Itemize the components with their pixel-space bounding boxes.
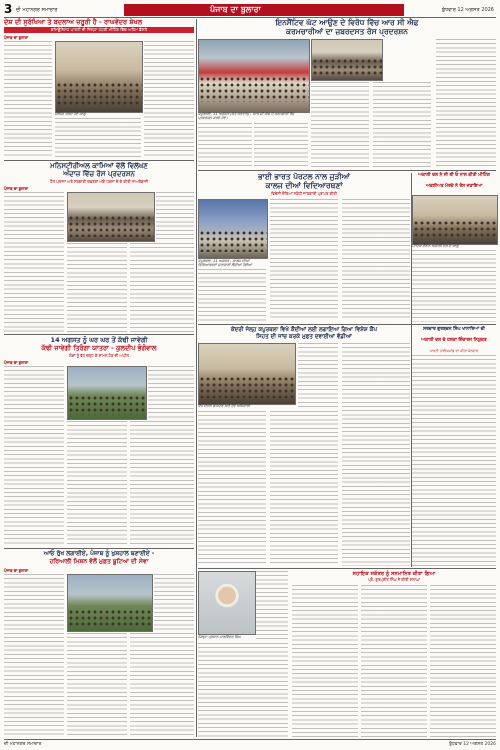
article-9 xyxy=(4,551,194,737)
article-9-byline: ਪੰਜਾਬ ਦਾ ਬੁਲਾਰਾ xyxy=(4,568,29,573)
masthead xyxy=(4,4,496,16)
article-1 xyxy=(4,19,194,159)
article-11-body-col3 xyxy=(430,585,496,737)
footer xyxy=(4,741,496,749)
article-1-caption: ਸੰਬੋਧਨ ਕਰਦੇ ਹੋਏ ਆਗੂ xyxy=(55,112,86,116)
article-3-headline-2: ਅੰਦਾਜ਼ ਵਿੱਚ ਰੋਸ ਪ੍ਰਦਰਸ਼ਨ xyxy=(63,170,135,178)
article-5 xyxy=(412,173,496,323)
article-11-subhead: ਪ੍ਰੋ. ਗੁਰਪ੍ਰੀਤ ਸਿੰਘ ਨੇ ਕੀਤੀ ਸ਼ਲਾਘਾ xyxy=(368,577,420,582)
article-9-headline: ਆਓ ਰੁੱਖ ਲਗਾਈਏ, ਪੰਜਾਬ ਨੂੰ ਖੁਸ਼ਹਾਲ ਬਣਾਈਏ - xyxy=(43,550,155,557)
article-2-body-col2 xyxy=(254,123,308,167)
article-7-body-col3 xyxy=(298,343,338,407)
article-11-body-col2 xyxy=(361,585,427,737)
article-1-byline: ਪੰਜਾਬ ਦਾ ਬੁਲਾਰਾ xyxy=(4,35,29,40)
article-1-body-col2 xyxy=(55,118,141,157)
page-number: 3 xyxy=(4,2,13,16)
article-2-photo xyxy=(198,39,310,113)
article-2-body-col4 xyxy=(373,82,431,167)
article-6-byline: ਪੰਜਾਬ ਦਾ ਬੁਲਾਰਾ xyxy=(4,360,29,365)
article-2-headline-2: ਕਰਮਚਾਰੀਆਂ ਦਾ ਜ਼ਬਰਦਸਤ ਰੋਸ ਪ੍ਰਦਰਸ਼ਨ xyxy=(286,27,408,36)
footer-right: ਬੁੱਧਵਾਰ 12 ਅਗਸਤ 2026 xyxy=(449,742,496,747)
article-2-caption: ਕਪੂਰਥਲਾ, 11 ਅਗਸਤ (ਸੱਤ ਕਰਤਾਰ) : ਆਰ ਸੀ ਐਫ ਦੇ ਕਰਮਚਾਰੀ ਰੋਸ ਪ੍ਰਦਰਸ਼ਨ ਕਰਦੇ ਹੋਏ। xyxy=(198,112,295,121)
article-2-body-col3 xyxy=(311,82,369,167)
article-1-body-col3 xyxy=(144,41,194,157)
article-3-body-col4 xyxy=(156,192,194,240)
article-6 xyxy=(4,337,194,547)
article-10-caption: ਜ਼ਿਲ੍ਹਾ ਪ੍ਰਧਾਨ ਮਾਲਵਿੰਦਰ ਸਿੰਘ xyxy=(198,635,241,639)
article-4-photo xyxy=(198,199,268,259)
footer-left: ਦੀ ਮਹਾਨਗਰ ਸਮਾਚਾਰ xyxy=(4,742,42,747)
article-3-headline: ਮਨਿਸਟੀਰੀਅਲ ਕਾਮਿਆਂ ਵੱਲੋਂ ਵਿਲੱਖਣ xyxy=(50,162,148,170)
article-9-body-col4 xyxy=(154,574,194,630)
article-3-byline: ਪੰਜਾਬ ਦਾ ਬੁਲਾਰਾ xyxy=(4,186,29,191)
article-3-body-col2 xyxy=(67,243,127,332)
article-6-body-col3 xyxy=(130,421,194,546)
article-10-portrait xyxy=(198,571,256,635)
article-4-caption: ਕਪੂਰਥਲਾ, 11 ਅਗਸਤ : ਕਾਲਜ ਦੀਆਂ ਵਿਦਿਆਰਥਣਾਂ ਜਾਣਕਾਰੀ ਲੈਂਦੀਆਂ ਹੋਈਆਂ xyxy=(198,259,252,268)
article-9-body-col3 xyxy=(130,633,194,736)
article-8-headline: ਸਰਦਾਰ ਗੁਰਬਚਨ ਸਿੰਘ ਖਾਨਾਰਿਆਂ ਦੀ xyxy=(423,327,485,332)
article-3-body-col3 xyxy=(130,243,194,332)
article-2-body-col5 xyxy=(436,39,496,167)
article-1-photo xyxy=(55,41,143,113)
article-5-body xyxy=(412,250,496,322)
masthead-banner xyxy=(124,4,404,16)
article-6-subhead: ਲੋਕਾਂ ਨੂੰ ਵੱਧ ਚੜ੍ਹ ਕੇ ਸ਼ਾਮਲ ਹੋਣ ਦੀ ਅਪੀਲ xyxy=(69,353,129,358)
article-10-body-col2 xyxy=(198,643,288,737)
article-11 xyxy=(292,571,496,737)
article-11-headline: ਸਹਾਇਕ ਸਕੱਤਰ ਨੂੰ ਸਨਮਾਨਿਤ ਕੀਤਾ ਗਿਆ xyxy=(352,571,436,577)
article-1-subhead: ਕਮਿਊਨਿਸਟ ਪਾਰਟੀ ਦੀ ਜ਼ਿਲ੍ਹਾ ਪੱਧਰੀ ਮੀਟਿੰਗ ਵਿੱਚ ਅਹਿਮ ਫ਼ੈਸਲੇ xyxy=(4,27,194,33)
article-3-photo xyxy=(67,192,155,242)
article-2-body-col1 xyxy=(198,123,252,167)
article-10-body-col1 xyxy=(256,571,288,641)
masthead-left-label: ਦੀ ਮਹਾਨਗਰ ਸਮਾਚਾਰ xyxy=(16,7,58,13)
article-4-body-col1 xyxy=(198,269,266,321)
article-9-photo xyxy=(67,574,153,632)
article-5-photo xyxy=(412,195,498,245)
article-9-headline-2: ਹਰਿਆਲੀ ਮਿਸ਼ਨ ਵੱਲੋਂ ਮੁਫ਼ਤ ਬੂਟਿਆਂ ਦੀ ਸੇਵਾ xyxy=(49,558,149,565)
article-6-body-col2 xyxy=(67,421,127,546)
article-8-body xyxy=(412,355,496,566)
article-7 xyxy=(198,327,410,567)
article-7-caption: ਕੈਂਪ ਦੌਰਾਨ ਡਾਕਟਰ ਅਤੇ ਹੋਰ ਅਧਿਕਾਰੀ xyxy=(198,404,250,408)
article-3-subhead: ਟੌਲ ਪਲਾਜ਼ਾ ਅਤੇ ਸਰਕਾਰੀ ਦਫ਼ਤਰਾਂ ਅੱਗੇ ਧਰਨਾ ਦੇ ਕੇ ਕੀਤੀ ਨਾਅਰੇਬਾਜ਼ੀ xyxy=(49,179,149,184)
article-7-body-col4 xyxy=(342,343,410,566)
article-6-headline: 14 ਅਗਸਤ ਨੂੰ ਘਰ ਘਰ ਤੋਂ ਕੱਢੀ ਜਾਵੇਗੀ xyxy=(50,336,148,344)
article-1-body-col1 xyxy=(4,41,52,157)
article-8 xyxy=(412,327,496,567)
article-4-subhead: ਵਿਦੇਸ਼ੀ ਦੌਰਿਆਂ ਸਬੰਧੀ ਜਾਣਕਾਰੀ ਪ੍ਰਾਪਤ ਕੀਤੀ xyxy=(271,191,337,196)
article-7-body-col1 xyxy=(198,411,266,566)
article-6-body-col4 xyxy=(148,366,194,418)
article-4-headline-2: ਕਾਲਜ ਦੀਆਂ ਵਿਦਿਆਰਥਣਾਂ xyxy=(265,181,343,190)
article-8-subhead: ਪਾਰਟੀ ਹਾਈਕਮਾਂਡ ਦਾ ਕੀਤਾ ਧੰਨਵਾਦ xyxy=(429,349,479,353)
article-2 xyxy=(198,19,496,169)
article-2-headline: ਇਨਸੈਂਟਿਵ ਘੱਟ ਆਉਣ ਦੇ ਵਿਰੋਧ ਵਿੱਚ ਆਰ ਸੀ ਐਫ xyxy=(275,18,419,27)
article-9-body-col1 xyxy=(4,574,64,736)
article-10 xyxy=(198,571,288,737)
article-6-headline-2: ਕੱਢੀ ਜਾਵੇਗੀ ਤਿਰੰਗਾ ਯਾਤਰਾ - ਕੁਲਦੀਪ ਭੰਗੋਵਾਲ xyxy=(41,344,157,352)
article-7-photo xyxy=(198,343,296,405)
article-9-body-col2 xyxy=(67,633,127,736)
article-4-headline: ਭਾਈ ਭਾਰਤ ਪੋਰਟਲ ਨਾਲ ਜੁੜੀਆਂ xyxy=(258,172,350,181)
article-6-photo xyxy=(67,366,147,420)
article-6-body-col1 xyxy=(4,366,64,546)
article-5-headline: ਅਕਾਲੀ ਦਲ ਨੇ ਸੀ ਈ ਓ ਨਾਲ ਕੀਤੀ ਮੀਟਿੰਗ xyxy=(418,173,490,178)
article-8-headline-2: ਅਕਾਲੀ ਦਲ ਦੇ ਹਲਕਾ ਇੰਚਾਰਜ ਨਿਯੁਕਤ xyxy=(421,338,487,343)
article-2-photo-2 xyxy=(311,39,383,81)
article-1-headline: ਦੇਸ਼ ਦੀ ਸੁਰੱਖਿਆ ਤੇ ਬਦਲਾਅ ਜ਼ਰੂਰੀ ਹੈ - ਰਾਘਵੇਂਦਰ ਸ਼ੇਖਲ xyxy=(4,18,143,26)
article-4 xyxy=(198,173,410,323)
article-5-headline-2: ਅਕਲੀਅਤ ਮੋਰਚੇ ਨੇ ਰੋਸ ਜਤਾਇਆ xyxy=(425,184,483,189)
masthead-brand: ਪੰਜਾਬ ਦਾ ਬੁਲਾਰਾ xyxy=(210,5,261,14)
article-7-headline: ਕੇਂਦਰੀ ਜੇਲ੍ਹ ਕਪੂਰਥਲਾ ਵਿਖੇ ਕੈਦੀਆਂ ਲਈ ਲਗਾਇਆ ਗਿਆ ਵਿਸ਼ੇਸ਼ ਕੈਂਪ xyxy=(230,327,378,333)
article-5-caption: ਮੀਟਿੰਗ ਦੌਰਾਨ ਅਕਾਲੀ ਦਲ ਦੇ ਆਗੂ xyxy=(412,244,459,248)
article-4-body-col3 xyxy=(342,199,410,321)
article-3-body-col1 xyxy=(4,192,64,332)
article-4-body-col2 xyxy=(270,199,338,321)
masthead-date: ਬੁੱਧਵਾਰ 12 ਅਗਸਤ 2026 xyxy=(441,7,494,13)
article-7-body-col2 xyxy=(270,411,338,566)
article-3 xyxy=(4,163,194,333)
article-7-headline-2: ਸਿਹਤ ਦੀ ਜਾਂਚ ਕਰਕੇ ਮੁਫ਼ਤ ਦਵਾਈਆਂ ਵੰਡੀਆਂ xyxy=(256,334,352,340)
article-11-body-col1 xyxy=(292,585,358,737)
